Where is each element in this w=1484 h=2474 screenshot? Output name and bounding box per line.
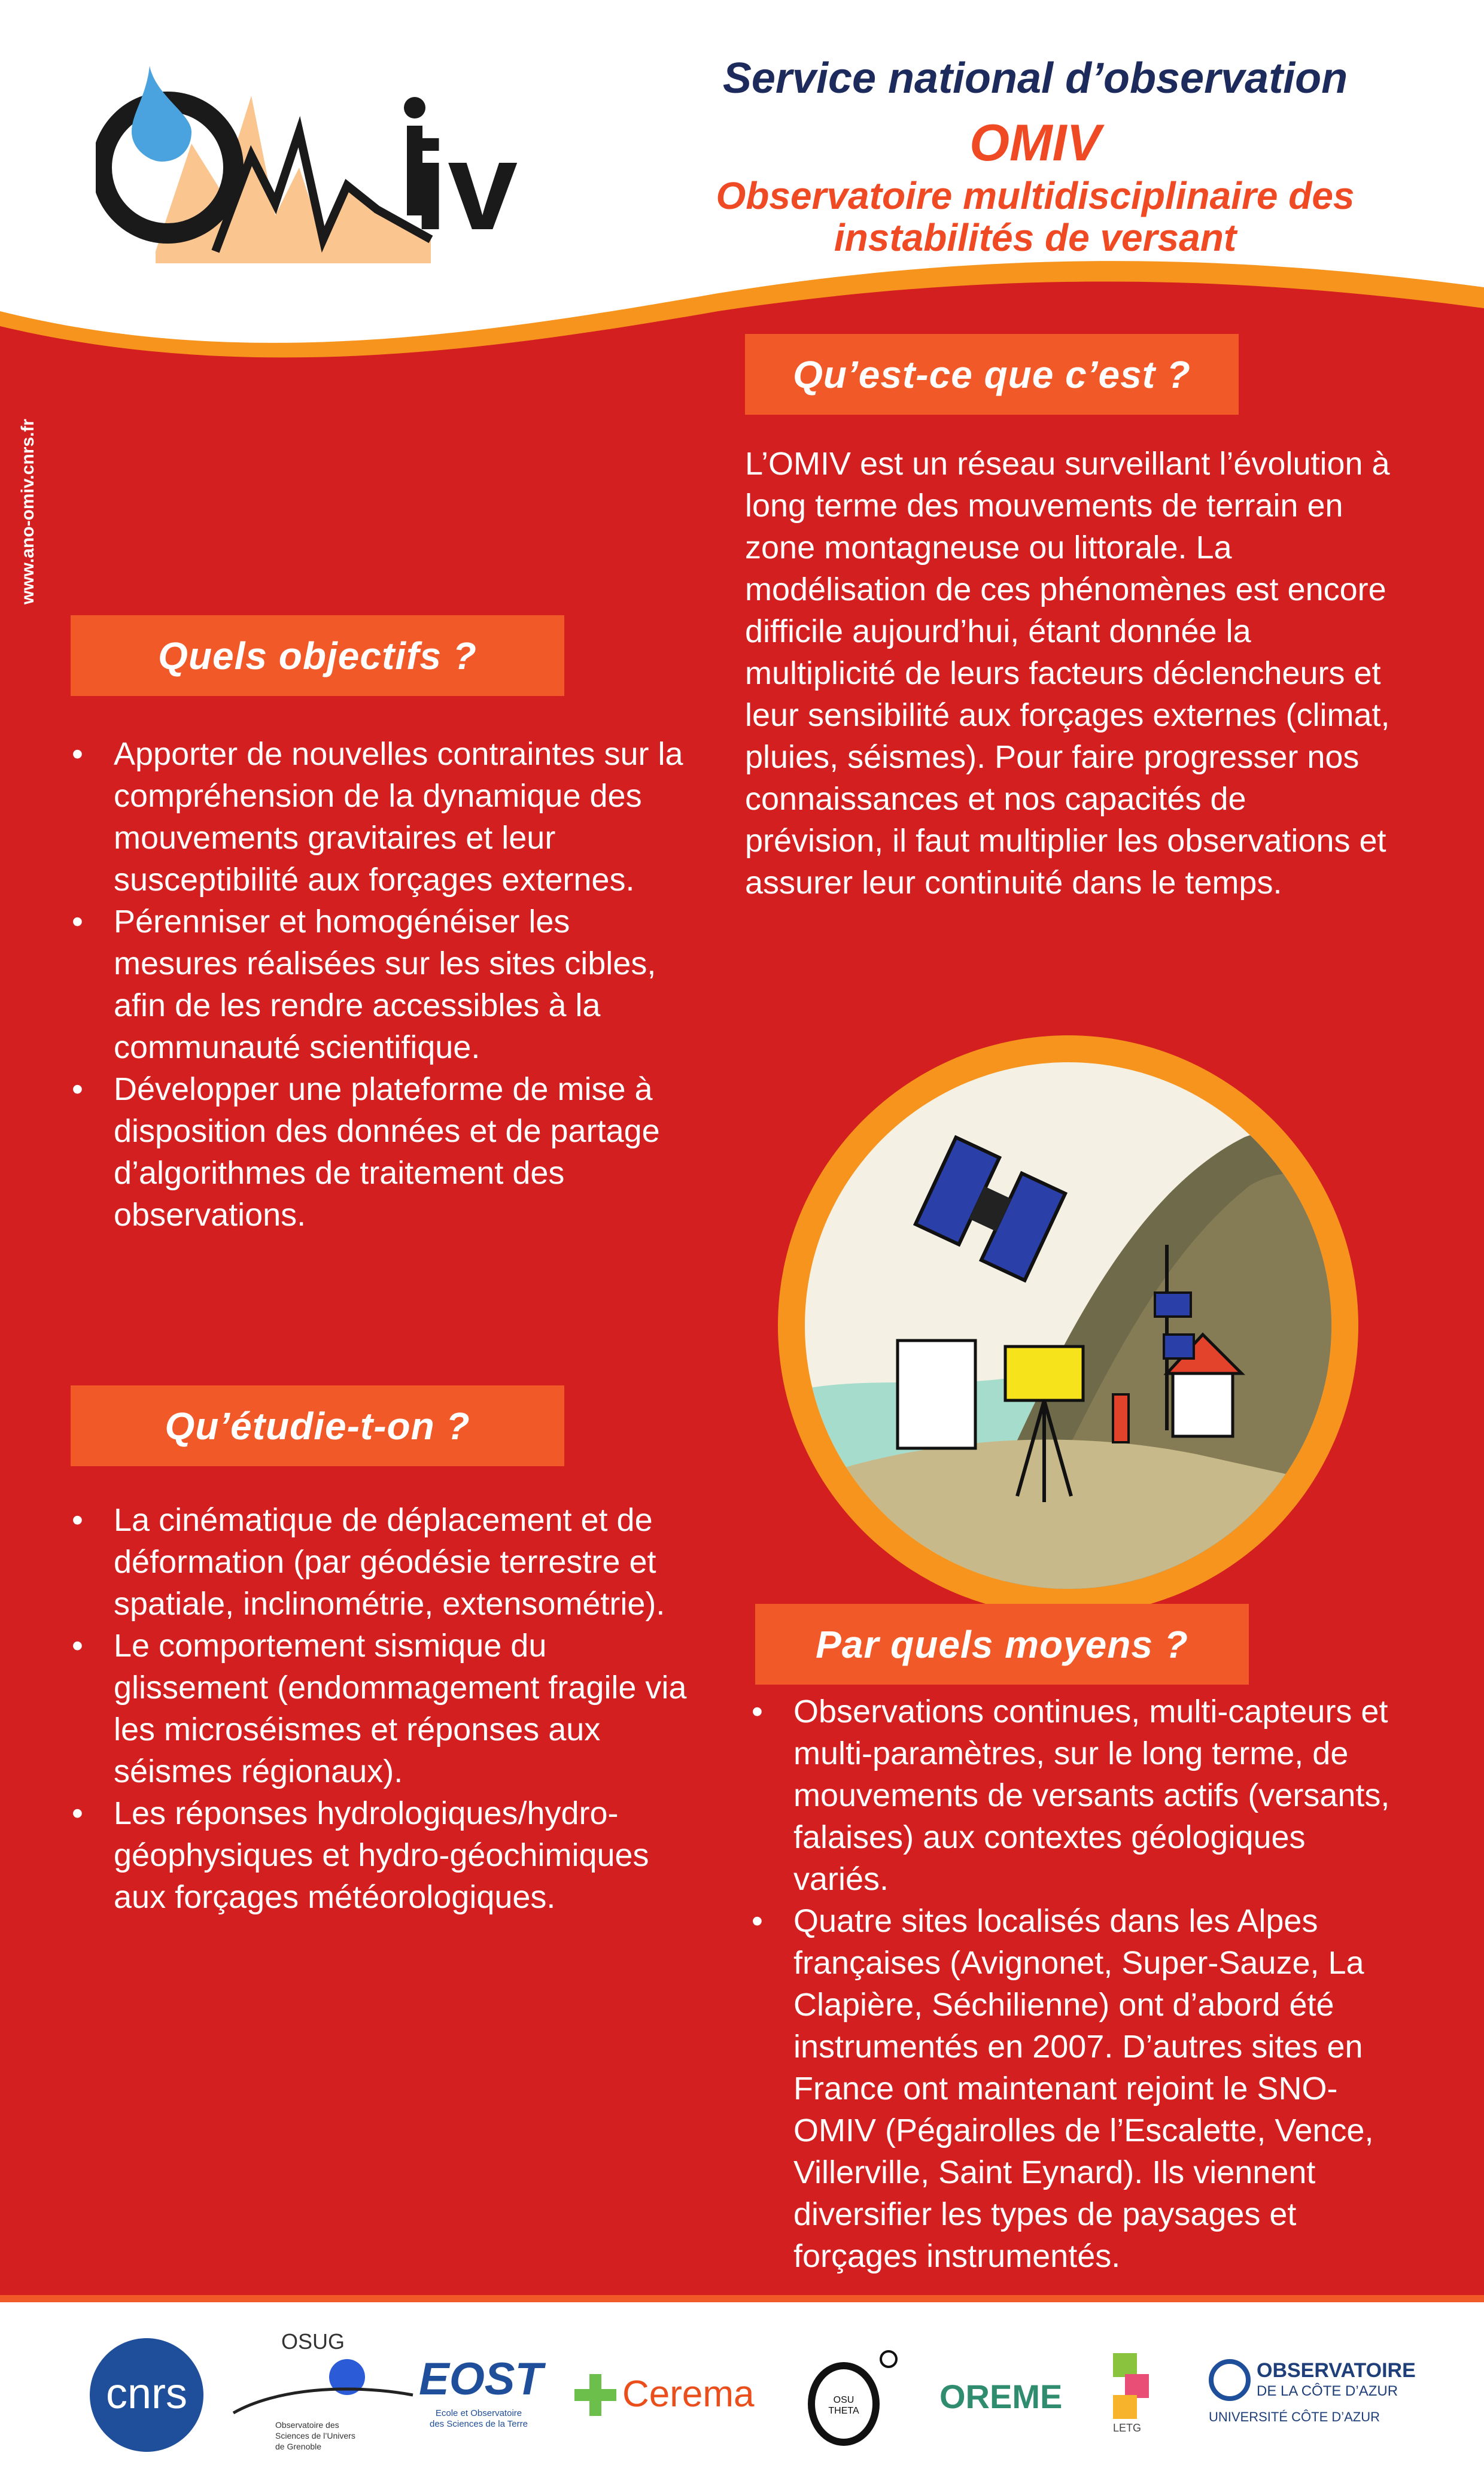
osu-theta-logo <box>802 2344 904 2446</box>
cnrs-logo-text: cnrs <box>105 2370 188 2418</box>
letg-title: LETG <box>1113 2422 1142 2434</box>
objective-item: • Pérenniser et homogénéiser les mesures réalisées sur les sites cibles, afin de les rendre accessibles à la communauté scientifique. <box>67 901 701 1068</box>
oca-line-1: OBSERVATOIRE <box>1257 2359 1416 2382</box>
eost-logo <box>419 2353 551 2449</box>
study-item: • Le comportement sismique du glissement (endommagement fragile via les microséismes et réponses aux séismes régionaux). <box>67 1625 701 1792</box>
letg-logo <box>1107 2347 1173 2437</box>
means-item: • Quatre sites localisés dans les Alpes françaises (Avignonet, Super-Sauze, La Clapière, Séchilienne) ont d’abord été instrumentés en 2007. D’autres sites en France ont maintenant rejoint le SNO-OMIV (Pégairolles de l’Escalette, Vence, Villerville, Saint Eynard). Ils viennent diversifier les types de paysages et forçages instrumentés. <box>747 1900 1399 2277</box>
fridge-station-icon <box>898 1341 975 1448</box>
osug-logo <box>227 2329 419 2461</box>
eost-title: EOST <box>419 2354 543 2405</box>
objectives-list <box>67 733 701 1236</box>
logo-iv-text: iv <box>413 116 518 256</box>
study-item: • La cinématique de déplacement et de déformation (par géodésie terrestre et spatiale, inclinométrie, extensométrie). <box>67 1499 701 1625</box>
header-line-2: OMIV <box>969 114 1101 172</box>
means-list <box>747 1691 1399 2277</box>
oca-ring <box>1209 2359 1251 2401</box>
what-text: L’OMIV est un réseau surveillant l’évolution à long terme des mouvements de terrain en zone montagneuse ou littorale. La modélisation de ces phénomènes est encore difficile aujourd’hui, étant donnée la multiplicité de leurs facteurs déclencheurs et leur sensibilité aux forçages externes (climat, pluies, séismes). Pour faire progresser nos connaissances et nos capacités de prévision, il faut multiplier les observations et assurer leur continuité dans le temps. <box>745 446 1390 901</box>
landslide-illustration <box>778 1035 1358 1616</box>
header-line-4: instabilités de versant <box>834 216 1237 259</box>
cnrs-logo <box>90 2338 203 2452</box>
cerema-cross-icon <box>574 2374 616 2416</box>
oca-logo <box>1209 2359 1460 2437</box>
oreme-logo: OREME <box>939 2378 1063 2415</box>
omiv-logo <box>96 60 551 275</box>
section-title-what: Qu’est-ce que c’est ? <box>745 334 1239 415</box>
osug-arc-icon <box>227 2353 419 2419</box>
osu-theta-dot <box>880 2350 898 2368</box>
footer-logos <box>0 2302 1484 2474</box>
oca-line-2: DE LA CÔTE D’AZUR <box>1257 2383 1398 2399</box>
means-item: • Observations continues, multi-capteurs et multi-paramètres, sur le long terme, de mouvements de versants actifs (versants, falaises) aux contextes géologiques variés. <box>747 1691 1399 1900</box>
red-post-icon <box>1113 1394 1129 1442</box>
cerema-logo <box>574 2368 772 2422</box>
letg-block-1 <box>1113 2353 1137 2377</box>
osu-theta-title: OSU THETA <box>828 2395 859 2416</box>
header-line-1: Service national d’observation <box>722 54 1348 102</box>
study-list <box>67 1499 701 1918</box>
objective-item: • Développer une plateforme de mise à disposition des données et de partage d’algorithmes de traitement des observations. <box>67 1068 701 1236</box>
section-title-means: Par quels moyens ? <box>755 1604 1249 1685</box>
header-line-3: Observatoire multidisciplinaire des <box>716 174 1355 217</box>
osug-title: OSUG <box>281 2329 345 2354</box>
objective-item: • Apporter de nouvelles contraintes sur la compréhension de la dynamique des mouvements gravitaires et leur susceptibilité aux forçages externes. <box>67 733 701 901</box>
section-title-study: Qu’étudie-t-on ? <box>71 1385 564 1466</box>
side-url: www.ano-omiv.cnrs.fr <box>18 418 38 604</box>
eost-sub-2: des Sciences de la Terre <box>430 2419 528 2429</box>
section-title-objectives: Quels objectifs ? <box>71 615 564 696</box>
study-item: • Les réponses hydrologiques/hydro-géophysiques et hydro-géochimiques aux forçages météorologiques. <box>67 1792 701 1918</box>
oca-line-3: UNIVERSITÉ CÔTE D’AZUR <box>1209 2409 1380 2424</box>
cerema-title: Cerema <box>622 2373 755 2415</box>
osug-sub-1: Observatoire des <box>275 2420 339 2430</box>
letg-block-3 <box>1113 2395 1137 2419</box>
osug-sub-2: Sciences de l’Univers <box>275 2431 355 2440</box>
letg-block-2 <box>1125 2374 1149 2398</box>
osug-sub-3: de Grenoble <box>275 2442 322 2451</box>
eost-sub-1: Ecole et Observatoire <box>435 2408 522 2418</box>
